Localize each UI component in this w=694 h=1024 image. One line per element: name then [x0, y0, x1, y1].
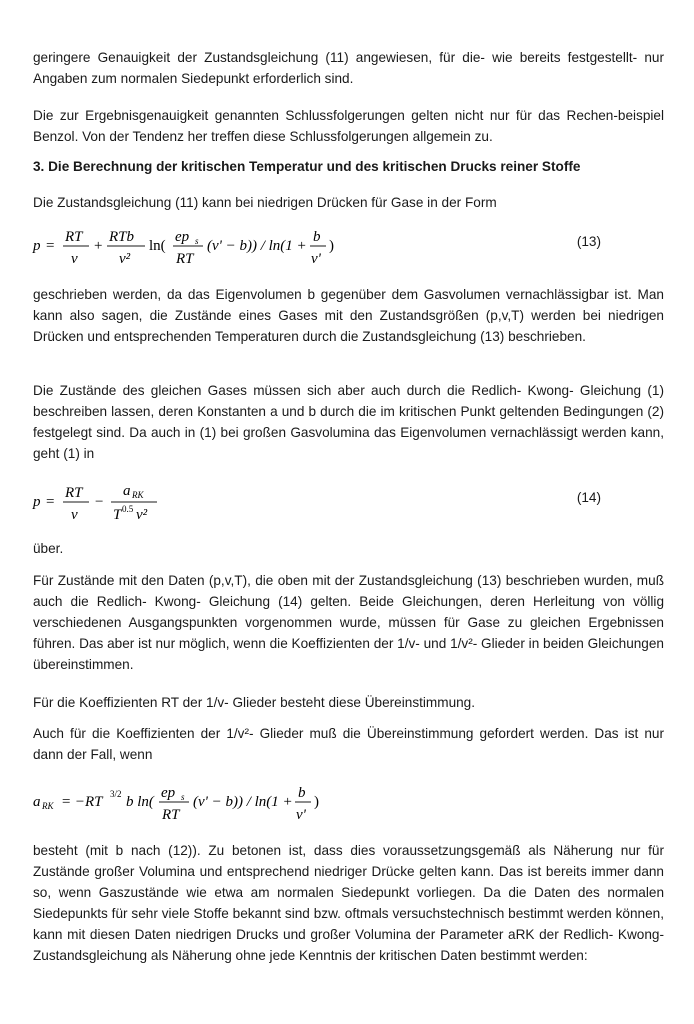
- eq15-rk: RK: [42, 801, 54, 811]
- eq14-v2: v²: [136, 507, 148, 523]
- equation-14: [33, 478, 664, 524]
- eq14-exp: 0.5: [122, 504, 134, 514]
- eq13-ln: ln(: [149, 238, 166, 254]
- eq14-p: p: [33, 494, 41, 510]
- equation-a-rk-formula: [33, 778, 433, 828]
- paragraph-4: geschrieben werden, da das Eigenvolumen b gegenüber dem Gasvolumen vernachlässigbar ist. Man kann also sagen, die Zustände eines Gases mit den Zustandsgrößen (p,v,T) werden bei niedrigen Drücken und entsprechenden Temperaturen durch die Zustandsgleichung (13) beschrieben.: [33, 287, 664, 344]
- eq15-exp: 3/2: [110, 789, 122, 799]
- paragraph-2: Die zur Ergebnisgenauigkeit genannten Schlussfolgerungen gelten nicht nur für das Rechen-beispiel Benzol. Von der Tendenz her treffen diese Schlussfolgerungen allgemein zu.: [33, 108, 664, 144]
- eq15-vp: v': [296, 807, 306, 823]
- eq13-rt: RT: [65, 229, 83, 245]
- eq13-b: b: [313, 229, 321, 245]
- eq15-lhs: = −RT: [61, 794, 103, 810]
- section-heading: 3. Die Berechnung der kritischen Temperatur und des kritischen Drucks reiner Stoffe: [33, 159, 581, 174]
- equation-13-number: (13): [576, 234, 601, 249]
- paragraph-1: geringere Genauigkeit der Zustandsgleichung (11) angewiesen, für die- wie bereits festgestellt- nur Angaben zum normalen Siedepunkt erforderlich sind.: [33, 50, 664, 86]
- eq13-vp: v': [311, 251, 321, 267]
- eq13-rest: (v' − b)) / ln(1 +: [207, 238, 307, 254]
- equation-13: [33, 222, 664, 268]
- eq14-v: v: [71, 507, 78, 523]
- equation-14-formula: [33, 478, 333, 528]
- eq15-a: a: [33, 794, 41, 810]
- eq13-rt2: RT: [176, 251, 194, 267]
- equation-14-number: (14): [576, 490, 601, 505]
- equation-13-formula: [33, 222, 593, 272]
- eq13-close: ): [329, 238, 334, 254]
- paragraph-7: Für Zustände mit den Daten (p,v,T), die oben mit der Zustandsgleichung (13) beschrieben wurden, muß auch die Redlich- Kwong- Gleichung (14) gelten. Beide Gleichungen, deren Herleitung von völlig verschiedenen Ausgangspunkten vorgenommen wurde, müssen für Gase zu gleichen Ergebnissen führen. Das aber ist nur möglich, wenn die Koeffizienten der 1/v- und 1/v²- Glieder in beiden Gleichungen übereinstimmen.: [33, 573, 664, 672]
- eq15-eps: ep: [161, 785, 176, 801]
- eq14-a: a: [123, 483, 131, 499]
- eq15-rt2: RT: [162, 807, 180, 823]
- eq13-eps: ep: [175, 229, 190, 245]
- eq15-b: b: [298, 785, 306, 801]
- equation-a-rk: [33, 778, 664, 824]
- eq15-rest: (v' − b)) / ln(1 +: [193, 794, 293, 810]
- eq13-s: s: [195, 236, 199, 246]
- paragraph-3: Die Zustandsgleichung (11) kann bei niedrigen Drücken für Gase in der Form: [33, 195, 497, 210]
- eq13-p: p: [33, 238, 41, 254]
- eq14-rk: RK: [132, 490, 144, 500]
- eq15-s: s: [181, 792, 185, 802]
- eq15-close: ): [314, 794, 319, 810]
- paragraph-8: Für die Koeffizienten RT der 1/v- Glieder besteht diese Übereinstimmung.: [33, 695, 476, 710]
- eq14-minus: −: [95, 494, 104, 510]
- eq15-bln: b ln(: [126, 794, 154, 810]
- eq13-v: v: [71, 251, 78, 267]
- eq14-t: T: [113, 507, 122, 523]
- paragraph-9: Auch für die Koeffizienten der 1/v²- Glieder muß die Übereinstimmung gefordert werden. Das ist nur dann der Fall, wenn: [33, 726, 664, 762]
- eq14-rt: RT: [65, 485, 83, 501]
- paragraph-10: besteht (mit b nach (12)). Zu betonen ist, dass dies voraussetzungsgemäß als Näherung nur für Zustände großer Volumina und entsprechend niedriger Drücke gelten kann. Das ist bereits immer dann so, wenn Gaszustände wie etwa am normalen Siedepunkt vorliegen. Da die Daten des normalen Siedepunkts für sehr viele Stoffe bekannt sind bzw. oftmals versuchstechnisch bestimmt werden können, kann mit diesen Daten niedrigen Drucks und großer Volumina der Parameter aRK der Redlich- Kwong- Zustandsgleichung als Näherung ohne jede Kenntnis der kritischen Daten bestimmt werden:: [33, 843, 664, 963]
- paragraph-6: über.: [33, 541, 64, 556]
- eq13-v2: v²: [119, 251, 131, 267]
- eq14-equals: =: [46, 494, 55, 510]
- eq13-equals: =: [46, 238, 55, 254]
- eq13-rtb: RTb: [109, 229, 135, 245]
- paragraph-5: Die Zustände des gleichen Gases müssen sich aber auch durch die Redlich- Kwong- Gleichung (1) beschreiben lassen, deren Konstanten a und b durch die im kritischen Punkt geltenden Bedingungen (2) festgelegt sind. Da auch in (1) bei großen Gasvolumina das Eigenvolumen vernachlässigt werden kann, geht (1) in: [33, 383, 664, 461]
- eq13-plus: +: [94, 238, 103, 254]
